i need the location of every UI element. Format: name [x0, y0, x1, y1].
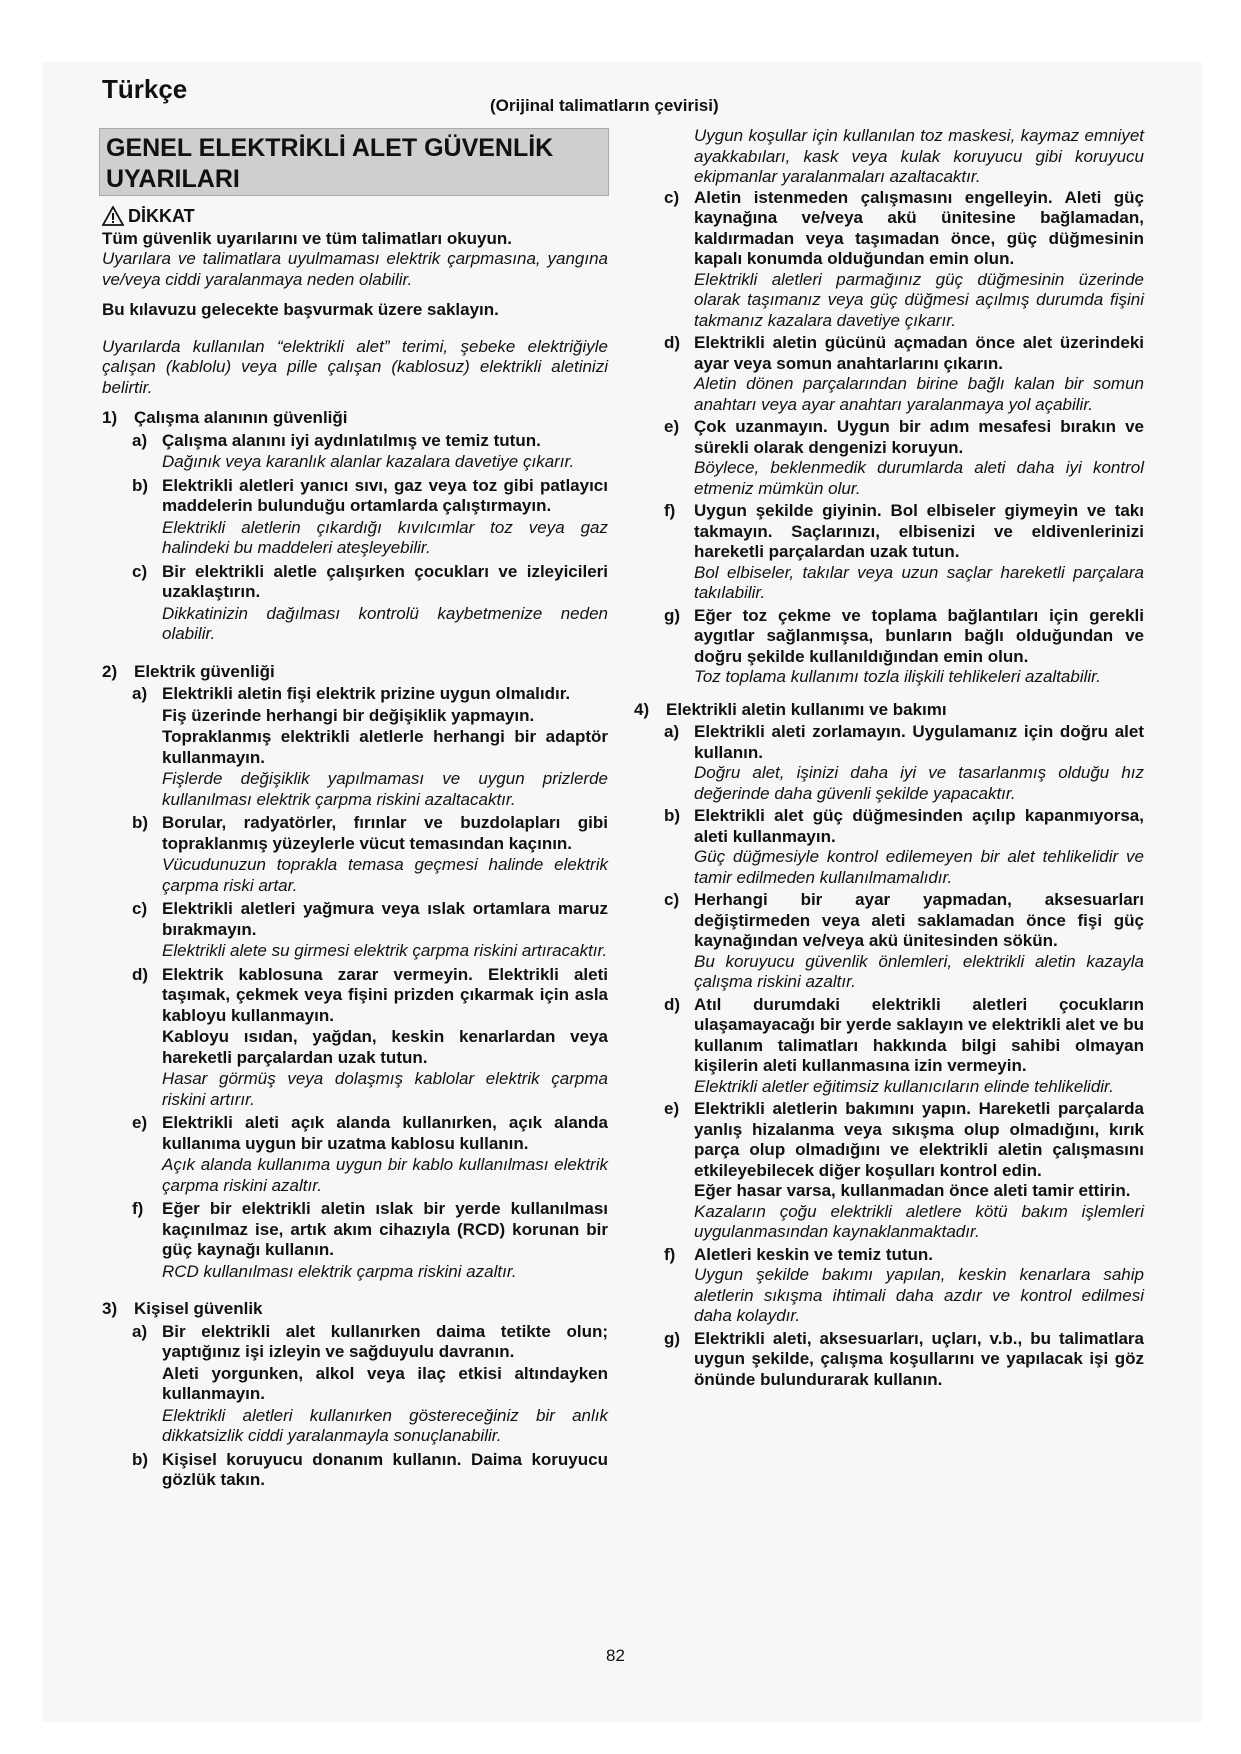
- list-item: d) Elektrikli aletin gücünü açmadan önce alet üzerindeki ayar veya somun anahtarlarını çıkarın. Aletin dönen parçalarından birine bağlı kalan bir somun anahtarı veya ayar anahtarı yaralanmaya yol açabilir.: [664, 333, 1144, 414]
- list-item: d) Elektrik kablosuna zarar vermeyin. Elektrikli aleti taşımak, çekmek veya fişini prizden çıkarmak için asla kabloyu kullanmayın. Kabloyu ısıdan, yağdan, keskin kenarlardan veya hareketli parçalardan uzak tutun. Hasar görmüş veya dolaşmış kablolar elektrik çarpma riskini artırır.: [132, 964, 608, 1109]
- warning-heading: [102, 206, 608, 227]
- language-heading: Türkçe: [102, 74, 188, 104]
- warning-triangle-icon: [102, 206, 124, 226]
- list-item: g) Eğer toz çekme ve toplama bağlantıları için gerekli aygıtlar sağlanmışsa, bunların bağlı olduğundan ve doğru şekilde kullanıldığından emin olun. Toz toplama kullanımı tozla ilişkili tehlikeleri azaltabilir.: [664, 605, 1144, 686]
- list-item: g) Elektrikli aleti, aksesuarları, uçları, v.b., bu talimatlara uygun şekilde, çalışma koşullarını ve yapılacak işi göz önünde bulundurarak kullanın.: [664, 1328, 1144, 1389]
- warning-read-all: Tüm güvenlik uyarılarını ve tüm talimatları okuyun.: [102, 228, 512, 248]
- list-item: c) Bir elektrikli aletle çalışırken çocukları ve izleyicileri uzaklaştırın. Dikkatinizin dağılması kontrolü kaybetmenize neden olabilir.: [132, 561, 608, 643]
- list-item: e) Çok uzanmayın. Uygun bir adım mesafesi bırakın ve sürekli olarak dengenizi koruyun. Böylece, beklenmedik durumlarda aleti daha iyi kontrol etmeniz mümkün olur.: [664, 417, 1144, 498]
- warning-consequence: Uyarılara ve talimatlara uyulmaması elektrik çarpmasına, yangına ve/veya ciddi yaralanmaya neden olabilir.: [102, 249, 608, 289]
- list-item: f) Uygun şekilde giyinin. Bol elbiseler giymeyin ve takı takmayın. Saçlarınızı, elbisenizi ve eldivenlerinizi hareketli parçalardan uzak tutun. Bol elbiseler, takılar veya uzun saçlar hareketli parçalara takılabilir.: [664, 501, 1144, 602]
- section-4-heading: 4) Elektrikli aletin kullanımı ve bakımı: [634, 699, 947, 719]
- section-banner-title: GENEL ELEKTRİKLİ ALET GÜVENLİK UYARILARI: [99, 128, 609, 196]
- list-item: a) Elektrikli aleti zorlamayın. Uygulamanız için doğru alet kullanın. Doğru alet, işinizi daha iyi ve tasarlanmış olduğu hız değerinde daha güvenli şekilde yapacaktır.: [664, 722, 1144, 803]
- list-item: f) Eğer bir elektrikli aletin ıslak bir yerde kullanılması kaçınılmaz ise, artık akım cihazıyla (RCD) korunan bir güç kaynağı kullanın. RCD kullanılması elektrik çarpma riskini azaltır.: [132, 1199, 608, 1281]
- ppe-explanation: Uygun koşullar için kullanılan toz maskesi, kaymaz emniyet ayakkabıları, kask veya kulak koruyucu gibi koruyucu ekipmanlar yaralanmaları azaltacaktır.: [694, 126, 1144, 186]
- list-item: c) Elektrikli aletleri yağmura veya ıslak ortamlara maruz bırakmayın. Elektrikli alete su girmesi elektrik çarpma riskini artıracaktır.: [132, 899, 608, 960]
- list-item: b) Borular, radyatörler, fırınlar ve buzdolapları gibi topraklanmış yüzeylerle vücut temasından kaçının. Vücudunuzun toprakla temasa geçmesi halinde elektrik çarpma riski artar.: [132, 813, 608, 895]
- list-item: d) Atıl durumdaki elektrikli aletleri çocukların ulaşamayacağı bir yerde saklayın ve elektrikli alet ve bu kullanım talimatları hakkında bilgi sahibi olmayan kişilerin aleti kullanmasına izin vermeyin. Elektrikli aletler eğitimsiz kullanıcıların elinde tehlikelidir.: [664, 994, 1144, 1096]
- list-item: a) Bir elektrikli alet kullanırken daima tetikte olun; yaptığınız işi izleyin ve sağduyulu davranın. Aleti yorgunken, alkol veya ilaç etkisi altındayken kullanmayın. Elektrikli aletleri kullanırken göstereceğiniz bir anlık dikkatsizlik ciddi yaralanmayla sonuçlanabilir.: [132, 1321, 608, 1445]
- list-item: a) Elektrikli aletin fişi elektrik prizine uygun olmalıdır. Fiş üzerinde herhangi bir değişiklik yapmayın. Topraklanmış elektrikli aletlerle herhangi bir adaptör kullanmayın. Fişlerde değişiklik yapılmaması ve uygun prizlerde kullanılması elektrik çarpma riskini azaltacaktır.: [132, 684, 608, 809]
- section-3-heading: 3) Kişisel güvenlik: [102, 1299, 263, 1318]
- left-column: [102, 206, 608, 1494]
- list-item: b) Elektrikli alet güç düğmesinden açılıp kapanmıyorsa, aleti kullanmayın. Güç düğmesiyle kontrol edilemeyen bir alet tehlikelidir ve tamir edilmeden kullanılmamalıdır.: [664, 806, 1144, 887]
- list-item: f) Aletleri keskin ve temiz tutun. Uygun şekilde bakımı yapılan, keskin kenarlara sahip aletlerin sıkışma ihtimali daha azdır ve kontrol edilmesi daha kolaydır.: [664, 1244, 1144, 1325]
- save-manual-note: Bu kılavuzu gelecekte başvurmak üzere saklayın.: [102, 300, 499, 319]
- term-definition: Uyarılarda kullanılan “elektrikli alet” terimi, şebeke elektriğiyle çalışan (kablolu) veya pille çalışan (kablosuz) elektrikli aletinizi belirtir.: [102, 336, 608, 397]
- list-item: b) Kişisel koruyucu donanım kullanın. Daima koruyucu gözlük takın.: [132, 1449, 608, 1489]
- list-item: a) Çalışma alanını iyi aydınlatılmış ve temiz tutun. Dağınık veya karanlık alanlar kazalara davetiye çıkarır.: [132, 430, 575, 471]
- list-item: b) Elektrikli aletleri yanıcı sıvı, gaz veya toz gibi patlayıcı maddelerin bulunduğu ortamlarda çalıştırmayın. Elektrikli aletlerin çıkardığı kıvılcımlar toz veya gaz halindeki bu maddeleri ateşleyebilir.: [132, 475, 608, 557]
- list-item: c) Herhangi bir ayar yapmadan, aksesuarları değiştirmeden veya aleti saklamadan önce fişi güç kaynağından ve/veya akü ünitesinden sökün. Bu koruyucu güvenlik önlemleri, elektrikli aletin kazayla çalışma riskini azaltır.: [664, 890, 1144, 991]
- list-item: e) Elektrikli aletlerin bakımını yapın. Hareketli parçalarda yanlış hizalanma veya sıkışma olup olmadığını, kırık parça olup olmadığını ve elektrikli aletin çalışmasını etkileyebilecek diğer koşulları kontrol edin. Eğer hasar varsa, kullanmadan önce aleti tamir ettirin. Kazaların çoğu elektrikli aletlere kötü bakım işlemleri uygulanmasından kaynaklanmaktadır.: [664, 1099, 1144, 1241]
- section-2-heading: 2) Elektrik güvenliği: [102, 661, 275, 681]
- page-number: 82: [606, 1646, 625, 1665]
- translation-subtitle: (Orijinal talimatların çevirisi): [490, 96, 719, 115]
- list-item: e) Elektrikli aleti açık alanda kullanırken, açık alanda kullanıma uygun bir uzatma kablosu kullanın. Açık alanda kullanıma uygun bir kablo kullanılması elektrik çarpma riskini azaltır.: [132, 1113, 608, 1195]
- right-column: [634, 126, 1144, 1392]
- warning-label: DİKKAT: [128, 206, 195, 226]
- section-1-heading: 1) Çalışma alanının güvenliği: [102, 408, 348, 427]
- list-item: c) Aletin istenmeden çalışmasını engelleyin. Aleti güç kaynağına ve/veya akü ünitesine bağlamadan, kaldırmadan veya taşımadan önce, güç düğmesinin kapalı konumda olduğundan emin olun. Elektrikli aletleri parmağınız güç düğmesinin üzerinde olarak taşımanız veya güç düğmesi açılmış durumda fişini takmanız kazalara davetiye çıkarır.: [664, 187, 1144, 330]
